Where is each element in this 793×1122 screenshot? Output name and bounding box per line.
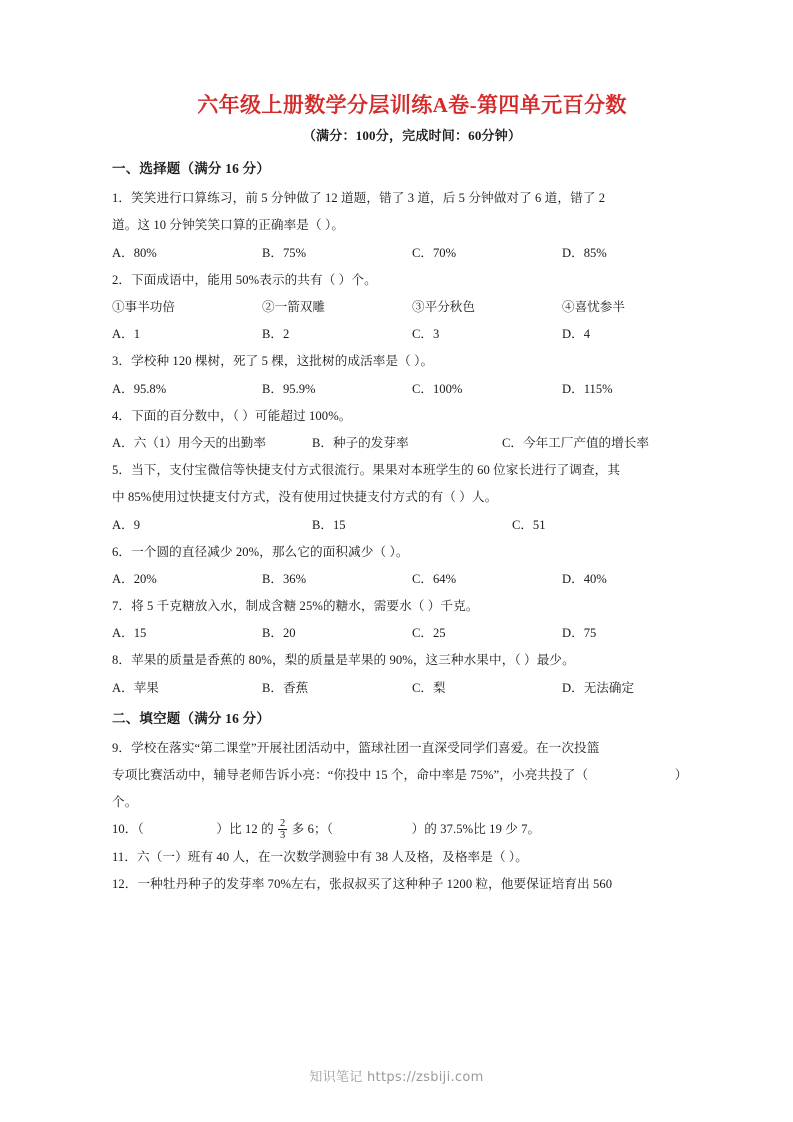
idiom-2: ②一箭双雕 <box>262 300 325 314</box>
question-3-line-1: 3．学校种 120 棵树，死了 5 棵，这批树的成活率是（ ）。 <box>112 354 434 369</box>
option-b[interactable]: B．香蕉 <box>262 680 309 695</box>
question-12-line-1: 12．一种牡丹种子的发芽率 70%左右，张叔叔买了这种种子 1200 粒，他要保证培育出 560 <box>112 876 613 891</box>
option-a[interactable]: A．六（1）用今天的出勤率 <box>112 435 266 450</box>
question-8-line-1: 8．苹果的质量是香蕉的 80%，梨的质量是苹果的 90%，这三种水果中，（ ）最少。 <box>112 653 575 668</box>
option-a[interactable]: A．20% <box>112 571 157 586</box>
option-c[interactable]: C．64% <box>412 571 457 586</box>
option-c[interactable]: C．25 <box>412 626 446 641</box>
question-10-part-b: ）比 12 的 <box>216 822 274 837</box>
question-9-line-3: 个。 <box>112 795 138 810</box>
option-c[interactable]: C．梨 <box>412 680 446 695</box>
option-d[interactable]: D．4 <box>562 327 590 342</box>
option-d[interactable]: D．115% <box>562 381 613 396</box>
option-c[interactable]: C．51 <box>511 517 546 532</box>
question-7-line-1: 7．将 5 千克糖放入水，制成含糖 25%的糖水，需要水（ ）千克。 <box>112 599 479 614</box>
option-c[interactable]: C．70% <box>412 245 457 260</box>
question-2-options <box>112 322 712 347</box>
question-10-part-a: 10．（ <box>112 822 144 837</box>
section-heading-choice: 一、选择题（满分 16 分） <box>112 161 271 177</box>
question-10-part-c: 多 6；（ <box>291 822 334 837</box>
option-d[interactable]: D．无法确定 <box>562 680 635 695</box>
page-subtitle: （满分：100分，完成时间：60分钟） <box>302 128 522 144</box>
option-a[interactable]: A．95.8% <box>112 381 167 396</box>
document-content <box>112 92 712 899</box>
question-3-options <box>112 377 712 402</box>
question-4-options <box>112 431 712 456</box>
fraction-denominator: 3 <box>280 829 286 841</box>
option-d[interactable]: D．40% <box>562 571 607 586</box>
question-4-line-1: 4．下面的百分数中，（ ）可能超过 100%。 <box>112 408 352 423</box>
question-10-part-d: ）的 37.5%比 19 少 7。 <box>411 822 541 837</box>
question-7-options <box>112 621 712 646</box>
fraction-numerator: 2 <box>280 817 286 829</box>
question-6-line-1: 6．一个圆的直径减少 20%，那么它的面积减少（ ）。 <box>112 544 409 559</box>
fraction-two-thirds <box>278 818 287 842</box>
option-b[interactable]: B．36% <box>262 571 307 586</box>
question-1-line-1: 1．笑笑进行口算练习，前 5 分钟做了 12 道题，错了 3 道，后 5 分钟做对了 6 道，错了 2 <box>112 191 606 206</box>
question-2-idiom-list <box>112 295 712 320</box>
section-heading-fill-in: 二、填空题（满分 16 分） <box>112 710 271 726</box>
option-a[interactable]: A．15 <box>112 626 147 641</box>
option-a[interactable]: A．80% <box>112 245 157 260</box>
question-5-line-1: 5．当下，支付宝微信等快捷支付方式很流行。果果对本班学生的 60 位家长进行了调查，其 <box>112 463 621 478</box>
idiom-1: ①事半功倍 <box>112 300 175 314</box>
question-6-options <box>112 567 712 592</box>
question-9-line-1: 9．学校在落实“第二课堂”开展社团活动中，篮球社团一直深受同学们喜爱。在一次投篮 <box>112 740 600 755</box>
option-b[interactable]: B．2 <box>262 327 290 342</box>
option-b[interactable]: B．75% <box>262 245 307 260</box>
question-8-options <box>112 676 712 701</box>
option-b[interactable]: B．15 <box>311 517 346 532</box>
idiom-3: ③平分秋色 <box>412 300 475 314</box>
option-b[interactable]: B．种子的发芽率 <box>312 435 409 450</box>
question-9-line-2 <box>112 763 712 788</box>
option-a[interactable]: A．苹果 <box>112 680 159 695</box>
question-10-line-1 <box>112 817 712 842</box>
option-b[interactable]: B．95.9% <box>262 381 316 396</box>
question-11-line-1: 11．六（一）班有 40 人，在一次数学测验中有 38 人及格，及格率是（ ）。 <box>112 849 528 864</box>
question-5-line-2: 中 85%使用过快捷支付方式，没有使用过快捷支付方式的有（ ）人。 <box>112 490 498 505</box>
option-c[interactable]: C．100% <box>412 381 463 396</box>
option-d[interactable]: D．85% <box>562 245 607 260</box>
option-d[interactable]: D．75 <box>562 626 597 641</box>
option-a[interactable]: A．9 <box>112 517 140 532</box>
question-9-line-2-text: 专项比赛活动中，辅导老师告诉小亮：“你投中 15 个，命中率是 75%”，小亮共投了（ <box>112 768 589 782</box>
option-a[interactable]: A．1 <box>112 327 140 342</box>
question-9-line-2-tail: ） <box>674 768 688 782</box>
idiom-4: ④喜忧参半 <box>562 300 625 314</box>
question-5-options <box>112 513 712 538</box>
footer-watermark: 知识笔记 https://zsbiji.com <box>309 1070 484 1085</box>
option-b[interactable]: B．20 <box>262 626 296 641</box>
question-1-line-2: 道。这 10 分钟笑笑口算的正确率是（ ）。 <box>112 218 345 233</box>
question-1-options <box>112 241 712 266</box>
question-2-line-1: 2．下面成语中，能用 50%表示的共有（ ）个。 <box>112 272 377 287</box>
page-title: 六年级上册数学分层训练A卷-第四单元百分数 <box>197 93 627 117</box>
option-c[interactable]: C．今年工厂产值的增长率 <box>502 435 649 450</box>
option-c[interactable]: C．3 <box>412 327 440 342</box>
